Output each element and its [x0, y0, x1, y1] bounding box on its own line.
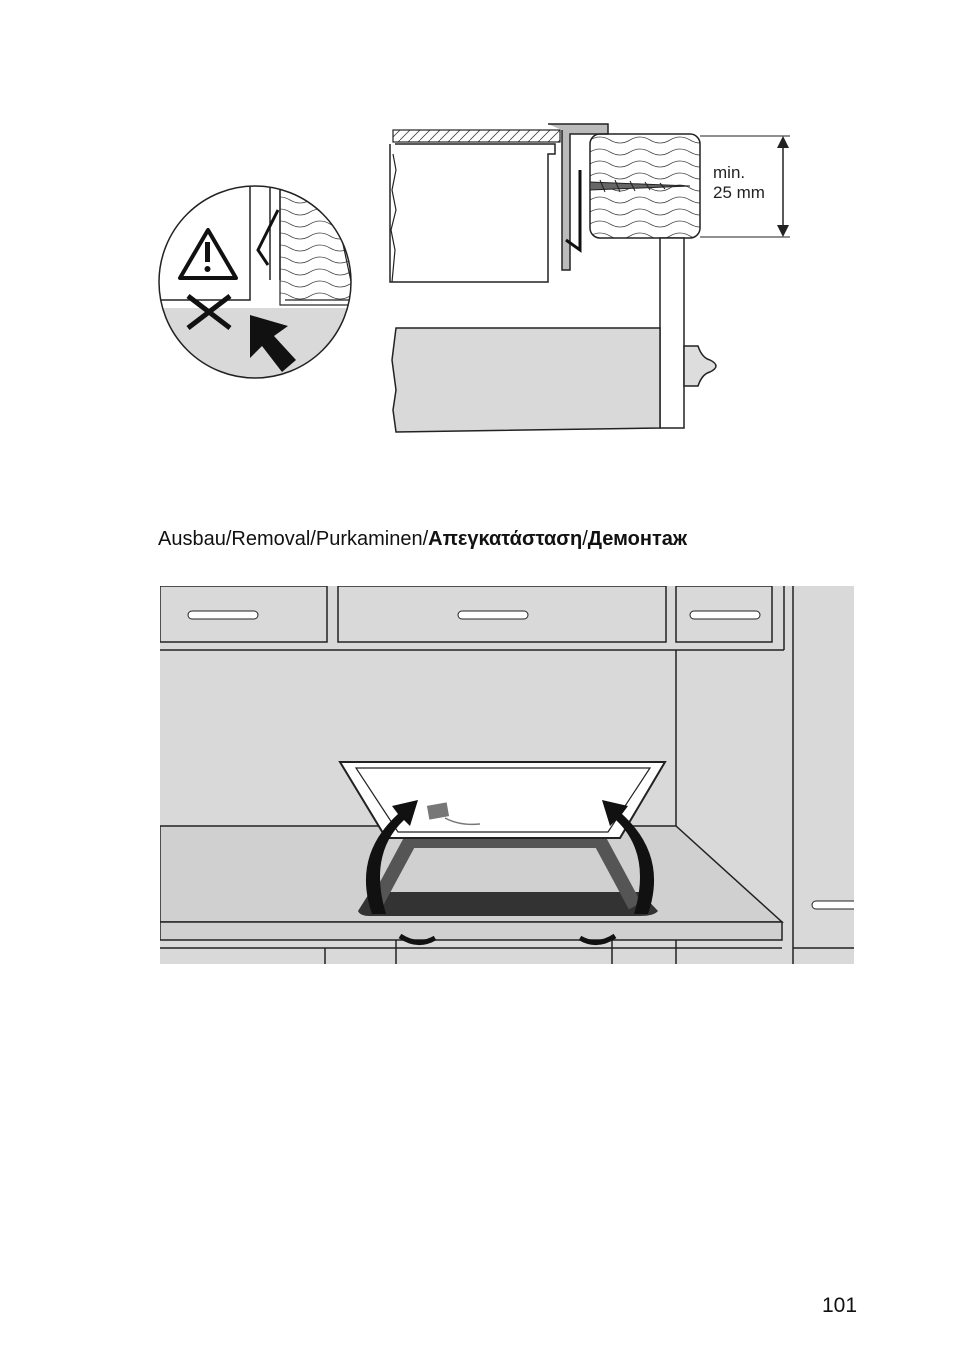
removal-illustration-figure — [160, 586, 854, 964]
heading-part-greek: Απεγκατάσταση — [428, 528, 583, 550]
installation-detail-figure — [150, 110, 830, 450]
heading-part-latin: Ausbau/Removal/Purkaminen/ — [158, 528, 429, 550]
dimension-label-line1: min. — [713, 163, 746, 182]
heading-part-cyrillic: Демонтаж — [587, 528, 688, 550]
page-number: 101 — [822, 1294, 858, 1317]
heading-separator: / — [582, 528, 588, 550]
dimension-label-line2: 25 mm — [713, 183, 765, 202]
section-heading — [158, 528, 687, 551]
